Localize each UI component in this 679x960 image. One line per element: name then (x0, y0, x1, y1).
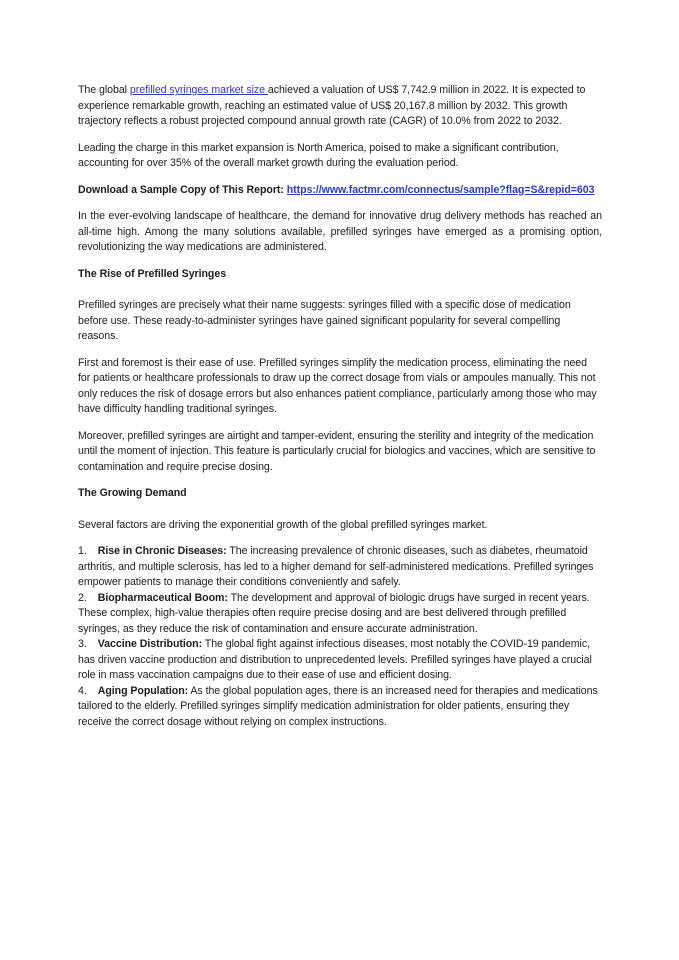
list-item-label: Rise in Chronic Diseases: (97, 545, 227, 557)
rise-paragraph-2: First and foremost is their ease of use. Prefilled syringes simplify the medication process, eliminating the need for patients or healthcare professionals to draw up the correct dosage from vials or ampoules manually. This not only reduces the risk of dosage errors but also enhances patient compliance, particularly among those who may have difficulty handling traditional syringes. (78, 356, 597, 415)
document-body (78, 83, 602, 730)
list-item-number: 1. (78, 545, 87, 557)
list-item-number: 2. (78, 591, 87, 604)
list-item-label: Biopharmaceutical Boom: (97, 591, 228, 604)
rise-section-heading: The Rise of Prefilled Syringes (78, 267, 227, 280)
north-america-paragraph: Leading the charge in this market expansion is North America, poised to make a significant contribution, accounting for over 35% of the overall market growth during the evaluation period. (78, 141, 559, 169)
prefilled-syringes-market-size-link[interactable]: prefilled syringes market size (129, 84, 268, 96)
intro-paragraph (78, 83, 602, 130)
list-item-label: Aging Population: (97, 684, 189, 697)
sample-report-url-link[interactable]: https://www.factmr.com/connectus/sample?flag=S&repid=603 (286, 183, 595, 196)
list-item-number: 3. (78, 638, 87, 650)
rise-paragraph-1: Prefilled syringes are precisely what their name suggests: syringes filled with a specific dose of medication before use. These ready-to-administer syringes have gained significant popularity for several compelling reasons. (78, 299, 571, 342)
list-item-text: As the global population ages, there is an increased need for therapies and medications tailored to the elderly. Prefilled syringes simplify medication administration for older patients, ensuring they receive the correct dosage without relying on complex instructions. (78, 684, 598, 728)
list-item-text: The global fight against infectious diseases, most notably the COVID-19 pandemic, has driven vaccine production and distribution to unprecedented levels. Prefilled syringes have played a crucial role in mass vaccination campaigns due to their ease of use and efficient dosing. (78, 638, 592, 681)
intro-text-after-link: achieved a valuation of US$ 7,742.9 million in 2022. It is expected to experience remarkable growth, reaching an estimated value of US$ 20,167.8 million by 2032. This growth trajectory reflects a robust projected compound annual growth rate (CAGR) of 10.0% from 2022 to 2032. (78, 84, 586, 127)
list-item (78, 684, 602, 731)
list-item-text: The development and approval of biologic drugs have surged in recent years. These complex, high-value therapies often require precise dosing and are best delivered through prefilled syringes, as they reduce the risk of contamination and ensure accurate administration. (78, 591, 590, 635)
list-item-number: 4. (78, 684, 87, 697)
list-item (78, 637, 602, 684)
rise-paragraph-3: Moreover, prefilled syringes are airtight and tamper-evident, ensuring the sterility and integrity of the medication until the moment of injection. This feature is particularly crucial for biologics and vaccines, which are sensitive to contamination and require precise dosing. (78, 429, 596, 473)
list-item (78, 544, 602, 591)
list-item-label: Vaccine Distribution: (97, 638, 203, 650)
list-item-text: The increasing prevalence of chronic diseases, such as diabetes, rheumatoid arthritis, and multiple sclerosis, has led to a higher demand for self-administered medications. Prefilled syringes empower patients to manage their conditions conveniently and safely. (78, 545, 594, 588)
demand-section-heading: The Growing Demand (78, 487, 187, 499)
healthcare-landscape-paragraph: In the ever-evolving landscape of healthcare, the demand for innovative drug delivery methods has reached an all-time high. Among the many solutions available, prefilled syringes have emerged as a promising option, revolutionizing the way medications are administered. (78, 210, 602, 253)
download-sample-paragraph (78, 183, 602, 199)
demand-intro-paragraph: Several factors are driving the exponential growth of the global prefilled syringes market. (78, 518, 488, 531)
list-item (78, 591, 602, 638)
intro-text-before-link: The global (78, 84, 130, 96)
download-sample-label: Download a Sample Copy of This Report: (78, 183, 287, 196)
growth-factors-list (78, 544, 602, 730)
